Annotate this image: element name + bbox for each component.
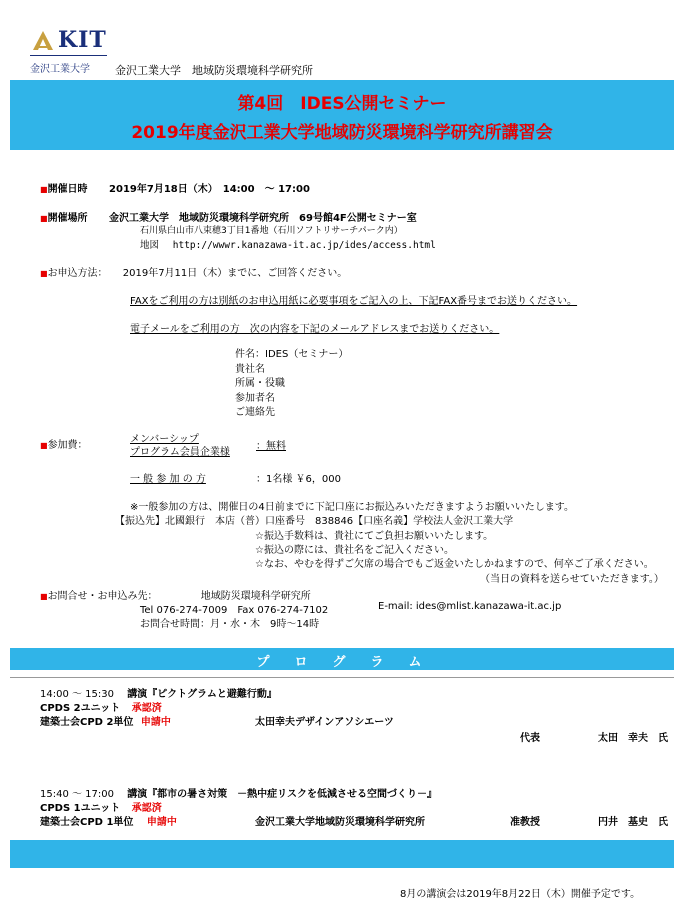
session-1-time: 14:00 ～ 15:30 xyxy=(40,689,114,700)
contact-org: 地域防災環境科学研究所 xyxy=(200,591,311,602)
field-subject: 件名：IDES（セミナー） xyxy=(235,349,349,360)
application-label: お申込方法： xyxy=(47,268,108,279)
contact-row xyxy=(40,587,311,602)
session-1-time-lecture xyxy=(40,685,277,700)
session-2-cpds-status: 承認済 xyxy=(131,803,162,814)
map-row xyxy=(140,237,436,251)
seminar-title: 第4回 IDES公開セミナー xyxy=(237,94,447,114)
contact-tel-fax: Tel 076-274-7009 Fax 076-274-7102 xyxy=(140,605,329,616)
bank-info: 【振込先】北國銀行 本店（普）口座番号 838846【口座名義】学校法人金沢工業大学 xyxy=(115,516,514,527)
program-banner xyxy=(10,648,674,670)
kit-emblem-icon xyxy=(30,30,56,52)
fee-note-materials: （当日の資料を送らせていただきます。） xyxy=(480,574,664,585)
session-1-org: 太田幸夫デザインアソシエーツ xyxy=(255,717,394,728)
date-row xyxy=(40,180,310,195)
venue-value: 金沢工業大学 地域防災環境科学研究所 69号館4F公開セミナー室 xyxy=(109,213,417,224)
fee-note-name: ☆振込の際には、貴社名をご記入ください。 xyxy=(255,545,454,556)
session-1-cpds-status: 承認済 xyxy=(131,703,162,714)
contact-hours: お問合せ時間：月・水・木 9時～14時 xyxy=(140,619,320,630)
logo-divider xyxy=(30,55,107,56)
session-1-lecture: 講演『ピクトグラムと避難行動』 xyxy=(127,689,277,700)
session-2-time-lecture xyxy=(40,785,437,800)
map-label: 地図 xyxy=(140,240,160,251)
application-fields xyxy=(235,348,348,421)
bottom-banner xyxy=(10,840,674,868)
fee-note-charge: ☆振込手数料は、貴社にてご負担お願いいたします。 xyxy=(255,531,494,542)
session-1-cpds-units: CPDS 2ユニット xyxy=(40,703,121,714)
fee-row xyxy=(40,436,88,451)
session-2-speaker: 円井 基史 氏 xyxy=(598,817,668,828)
institute-name: 金沢工業大学 地域防災環境科学研究所 xyxy=(115,64,313,77)
session-2-cpds xyxy=(40,799,162,814)
venue-row xyxy=(40,209,417,224)
program-title: プ ロ グ ラ ム xyxy=(256,655,428,670)
session-2-role: 准教授 xyxy=(510,817,540,828)
logo-subtitle: 金沢工業大学 xyxy=(30,64,90,75)
session-2-cpd xyxy=(40,813,177,828)
title-banner xyxy=(10,80,674,150)
divider xyxy=(10,677,674,678)
contact-email[interactable]: E-mail: ides@mlist.kanazawa-it.ac.jp xyxy=(378,601,562,612)
fee-note-refund: ☆なお、やむを得ずご欠席の場合でもご返金いたしかねますので、何卒ご了承ください。 xyxy=(255,559,654,570)
field-department: 所属・役職 xyxy=(235,378,285,389)
application-deadline: 2019年7月11日（木）までに、ご回答ください。 xyxy=(122,268,348,279)
field-participant: 参加者名 xyxy=(235,392,275,404)
map-link[interactable]: http://wwwr.kanazawa-it.ac.jp/ides/access.html xyxy=(172,240,436,251)
session-2-cpds-units: CPDS 1ユニット xyxy=(40,803,121,814)
session-1-cpds xyxy=(40,699,162,714)
session-1-cpd xyxy=(40,713,171,728)
session-1-cpd-status: 申請中 xyxy=(140,717,171,728)
date-label: 開催日時 xyxy=(47,184,88,195)
bullet-square-icon: ■ xyxy=(40,441,48,450)
application-row xyxy=(40,264,347,279)
session-2-cpd-units: 建築士会CPD 1単位 xyxy=(40,817,134,828)
session-1-speaker: 太田 幸夫 氏 xyxy=(598,733,668,744)
fee-label: 参加費： xyxy=(47,440,88,451)
field-contact: ご連絡先 xyxy=(235,407,275,418)
member-line1: メンバーシップ xyxy=(130,434,199,445)
session-2-time: 15:40 ～ 17:00 xyxy=(40,789,114,800)
member-fee: ：無料 xyxy=(256,441,286,452)
session-1-role: 代表 xyxy=(520,733,540,744)
general-fee: ：1名様 ￥6，000 xyxy=(256,474,341,485)
field-company: 貴社名 xyxy=(235,363,265,375)
session-1-cpd-units: 建築士会CPD 2単位 xyxy=(40,717,134,728)
bullet-square-icon: ■ xyxy=(40,269,48,278)
bullet-square-icon: ■ xyxy=(40,214,48,223)
session-2-org: 金沢工業大学地域防災環境科学研究所 xyxy=(255,817,425,828)
next-event-note: 8月の講演会は2019年8月22日（木）開催予定です。 xyxy=(400,889,641,900)
venue-address: 石川県白山市八束穂3丁目1番地（石川ソフトリサーチパーク内） xyxy=(140,226,403,236)
general-label: 一 般 参 加 の 方 xyxy=(130,474,206,485)
session-2-lecture: 講演『都市の暑さ対策 －熱中症リスクを低減させる空間づくり－』 xyxy=(127,789,437,800)
fee-note-advance: ※一般参加の方は、開催日の4日前までに下記口座にお振込みいただきますようお願いいたします。 xyxy=(130,502,574,513)
venue-label: 開催場所 xyxy=(47,213,88,224)
member-line2: プログラム会員企業様 xyxy=(130,447,230,458)
contact-label: お問合せ・お申込み先： xyxy=(47,591,158,602)
email-note: 電子メールをご利用の方 次の内容を下記のメールアドレスまでお送りください。 xyxy=(130,324,500,335)
logo-text: KIT xyxy=(58,27,107,53)
bullet-square-icon: ■ xyxy=(40,185,48,194)
date-value: 2019年7月18日（木） 14:00 ～ 17:00 xyxy=(109,184,310,195)
seminar-subtitle: 2019年度金沢工業大学地域防災環境科学研究所講習会 xyxy=(131,123,553,143)
fax-note: FAXをご利用の方は別紙のお申込用紙に必要事項をご記入の上、下記FAX番号までお送りください。 xyxy=(130,296,578,307)
bullet-square-icon: ■ xyxy=(40,592,48,601)
session-2-cpd-status: 申請中 xyxy=(146,817,177,828)
